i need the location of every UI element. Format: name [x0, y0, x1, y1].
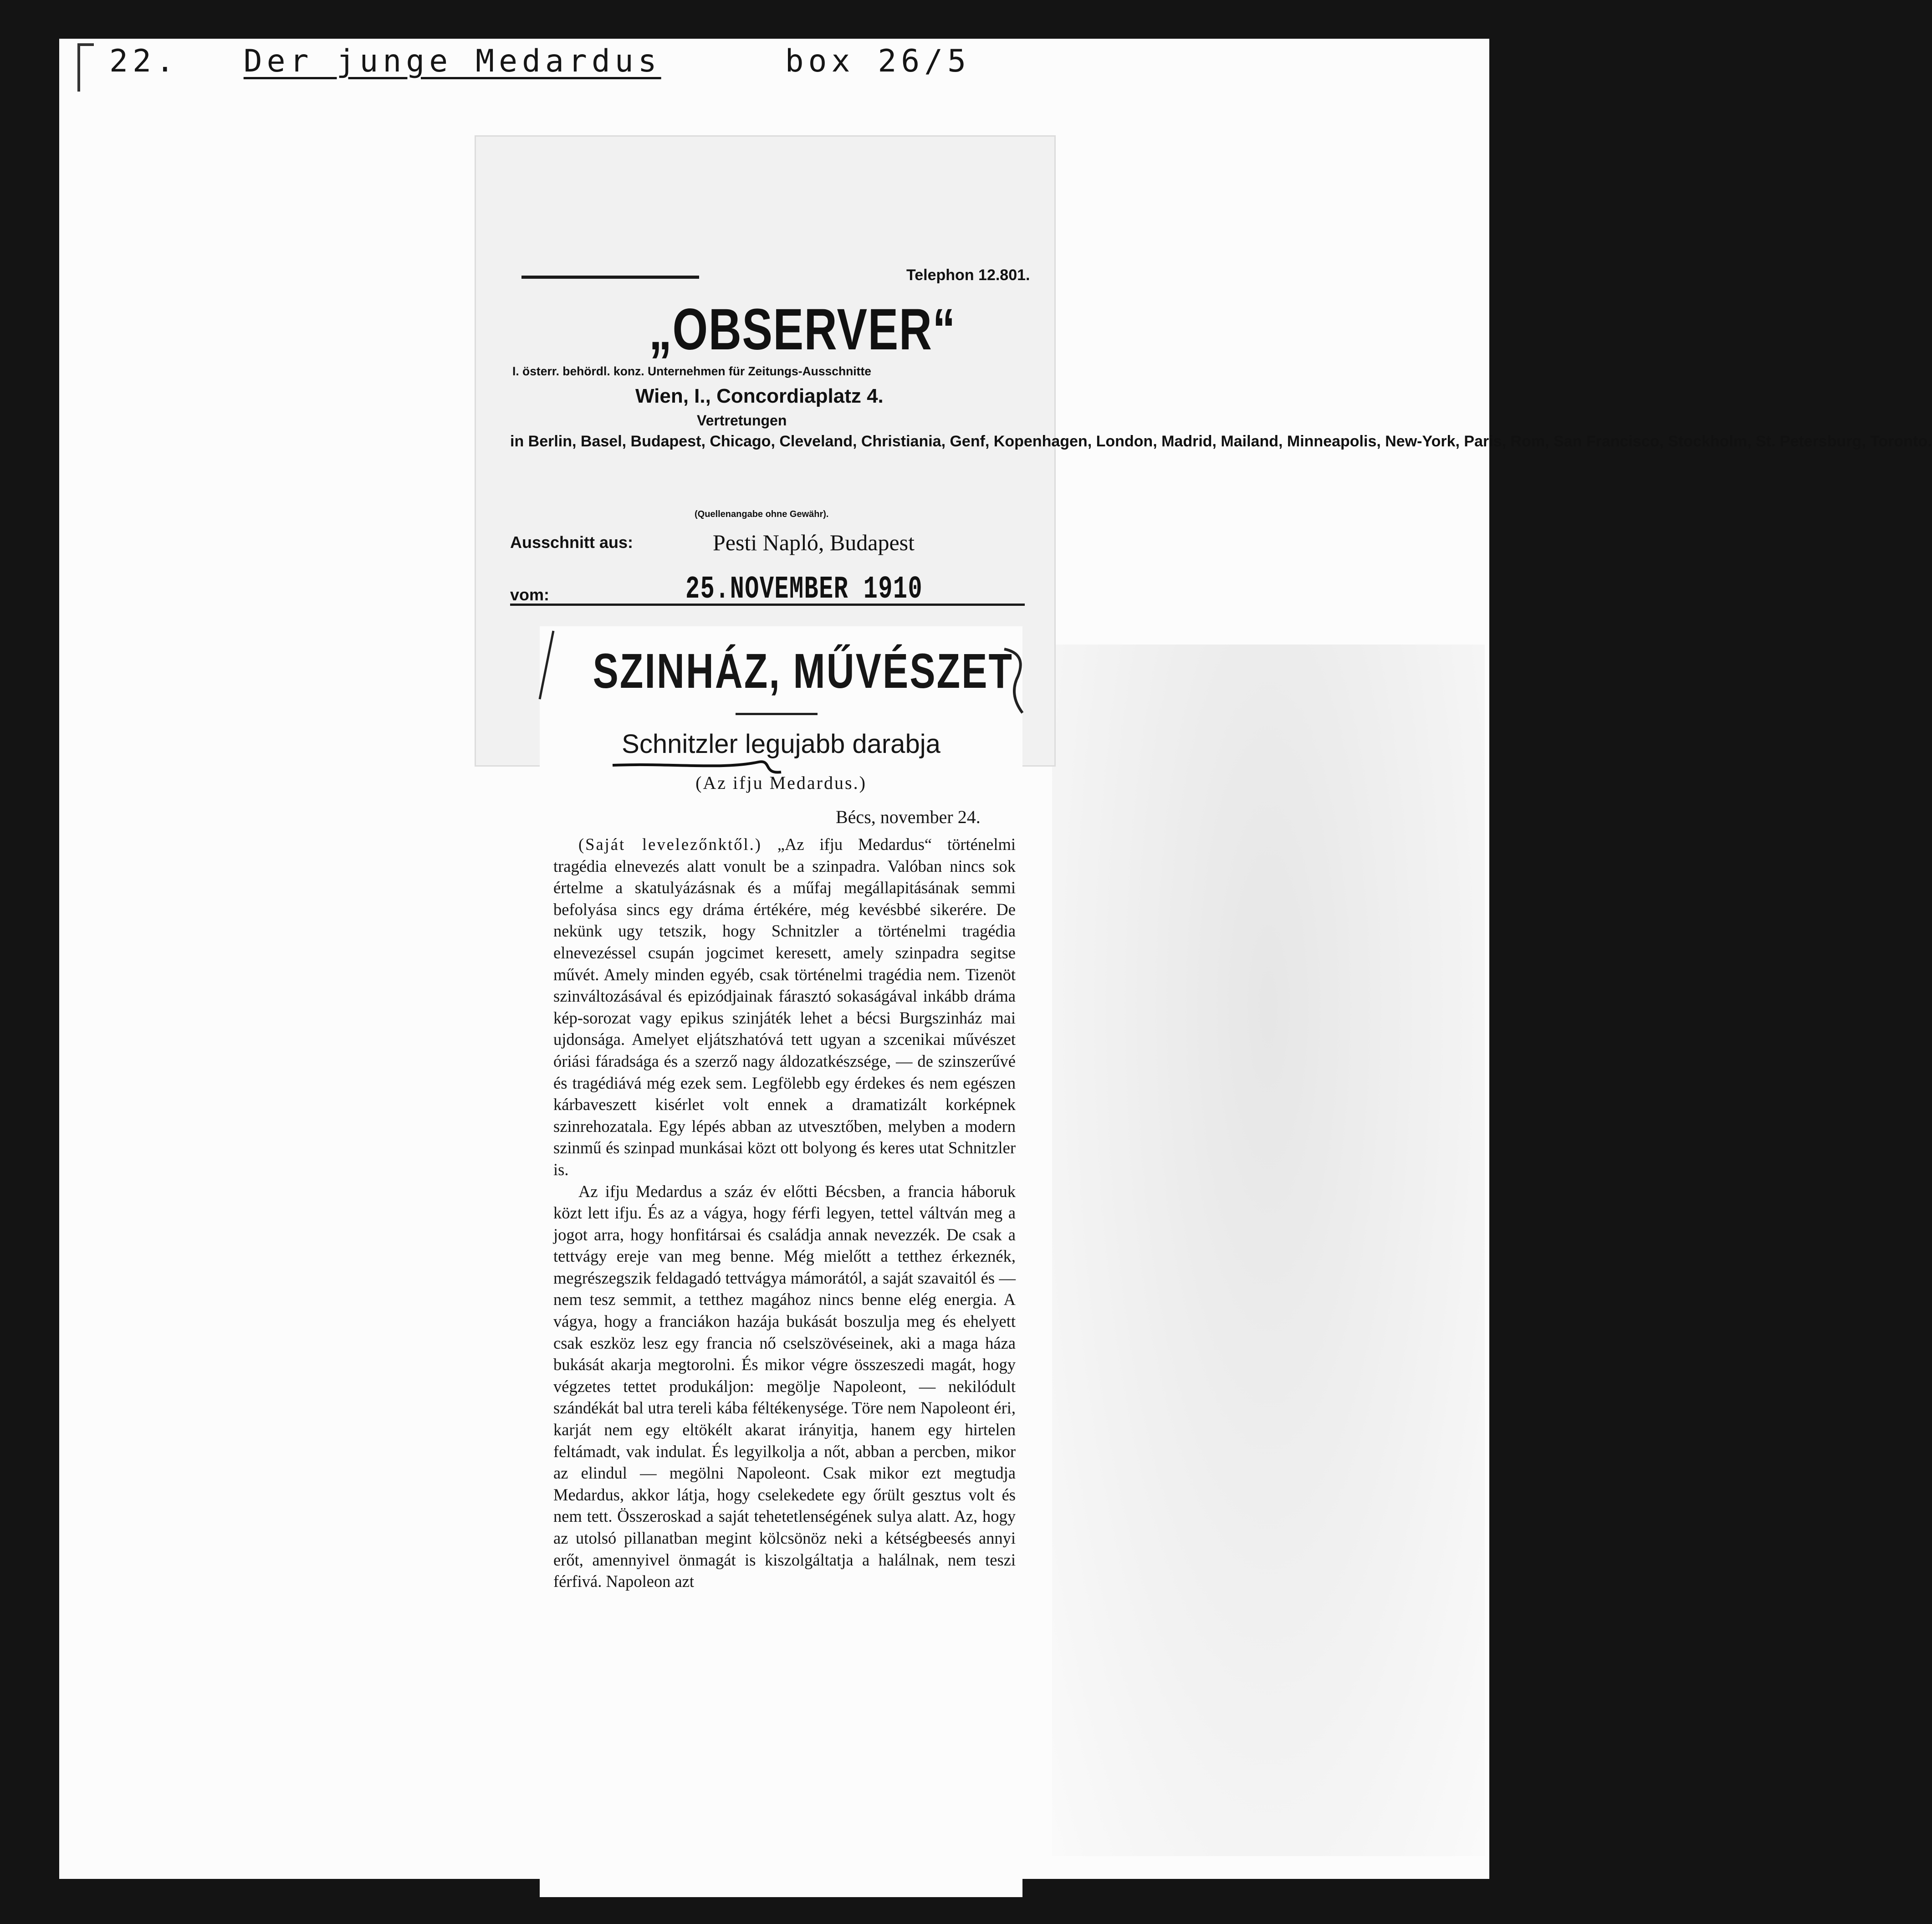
- article-clipping: [540, 626, 1022, 1897]
- stamp-from-label: vom:: [510, 585, 550, 604]
- article-paragraph: Az ifju Medardus a száz év előtti Bécsben, a francia háboruk közt lett ifju. És az a vágya, hogy férfi legyen, tettel váltván meg a jogot arra, hogy honfitársai és családja annak nevezzék. De csak a tettvágy ereje van meg benne. Még mielőtt a tetthez érkeznék, megrészegszik feldagadó tettvágya mámorától, a saját szavaitól és — nem tesz semmit, a tetthez magához nincs benne elég energia. A vágya, hogy a franciákon hazája bukását boszulja meg és ehelyett csak eszköz lesz egy francia nő cselszövéseinek, aki a maga háza bukását akarja megtorolni. És mikor végre összeszedi magát, hogy végzetes tettet produkáljon: megölje Napoleont, — nekilódult szándékát bal utra tereli kába féltékenysége. Töre nem Napoleont éri, karját nem egy eltökélt akarat irányitja, hanem egy hirtelen feltámadt, vak indulat. És legyilkolja a nőt, abban a percben, mikor az elindul — megölni Napoleont. Csak mikor ezt megtudja Medardus, akkor látja, hogy cselekedete egy őrült gesztus volt és nem tett. Összeroskad a saját tehetetlenségének sulya alatt. Az, hogy az utolsó pillanatban megint kölcsönöz neki a kétségbeesés annyi erőt, amennyivel önmagát is kiszolgáltatja a halálnak, nem teszi férfivá. Napoleon azt: [553, 1182, 1016, 1591]
- archive-sheet: [59, 39, 1932, 1879]
- stamp-clipping-label: Ausschnitt aus:: [510, 533, 634, 552]
- margin-pencil-mark: [521, 626, 585, 717]
- article-subheading: (Az ifju Medardus.): [695, 773, 867, 793]
- stamp-top-rule: [521, 276, 699, 279]
- stamp-title: „OBSERVER“: [649, 297, 956, 362]
- article-paragraph: [553, 834, 1016, 1181]
- corner-crop-mark: [77, 43, 94, 92]
- stamp-note: (Quellenangabe ohne Gewähr).: [695, 509, 829, 519]
- article-lead: (Saját levelezőnktől.): [578, 835, 762, 854]
- section-rule: [736, 713, 818, 715]
- stamp-representations: in Berlin, Basel, Budapest, Chicago, Cleveland, Christiania, Genf, Kopenhagen, London, Madrid, Mailand, Minneapolis, New-York, Paris, Rom, San Francisco, Stockholm, St. Petersburg, Toronto.: [510, 433, 1932, 450]
- archive-number: 22.: [109, 43, 179, 79]
- stamp-description: I. österr. behördl. konz. Unternehmen für Zeitungs-Ausschnitte: [512, 364, 872, 378]
- archive-label: [109, 43, 1020, 84]
- archive-title: Der junge Medardus: [243, 43, 661, 79]
- section-heading: SZINHÁZ, MŰVÉSZET: [593, 643, 1014, 698]
- article-dateline: Bécs, november 24.: [836, 807, 981, 827]
- archive-box: box 26/5: [785, 43, 971, 79]
- stamp-date: 25.NOVEMBER 1910: [685, 572, 923, 608]
- article-body: [553, 834, 1016, 1592]
- stamp-source: Pesti Napló, Budapest: [713, 530, 915, 555]
- stamp-phone: Telephon 12.801.: [906, 266, 1030, 284]
- article-headline: Schnitzler legujabb darabja: [622, 729, 940, 759]
- stamp-representations-heading: Vertretungen: [697, 412, 787, 429]
- article-paragraph-text: „Az ifju Medardus“ történelmi tragédia elnevezés alatt vonult be a szinpadra. Valóban nincs sok értelme a skatulyázásnak és a műfaj megállapitásának semmi befolyása sincs egy dráma értékére, még kevésbbé sikerére. De nekünk ugy tetszik, hogy Schnitzler a történelmi tragédia elnevezéssel csupán jogcimet keresett, amely szinpadra segitse művét. Amely minden egyéb, csak történelmi tragédia nem. Tizenöt szinváltozásával és epizódjainak fárasztó sokaságával inkább dráma kép-sorozat vagy epikus szinjáték lehet a bécsi Burgszinház mai ujdonsága. Amelyet eljátszhatóvá tett ugyan a szcenikai művészet óriási fáradsága és a szerző nagy áldozatkészsége, — de szinszerűvé és tragédiává még ezek sem. Legfölebb egy érdekes és nem egészen kárbaveszett kisérlet volt ennek a dramatizált korképnek szinrehozatala. Egy lépés abban az utvesztőben, melyben a modern szinmű és szinpad munkásai közt ott bolyong és keres utat Schnitzler is.: [553, 835, 1016, 1179]
- paper-shadow: [1052, 645, 1485, 1856]
- stamp-address: Wien, I., Concordiaplatz 4.: [635, 385, 884, 407]
